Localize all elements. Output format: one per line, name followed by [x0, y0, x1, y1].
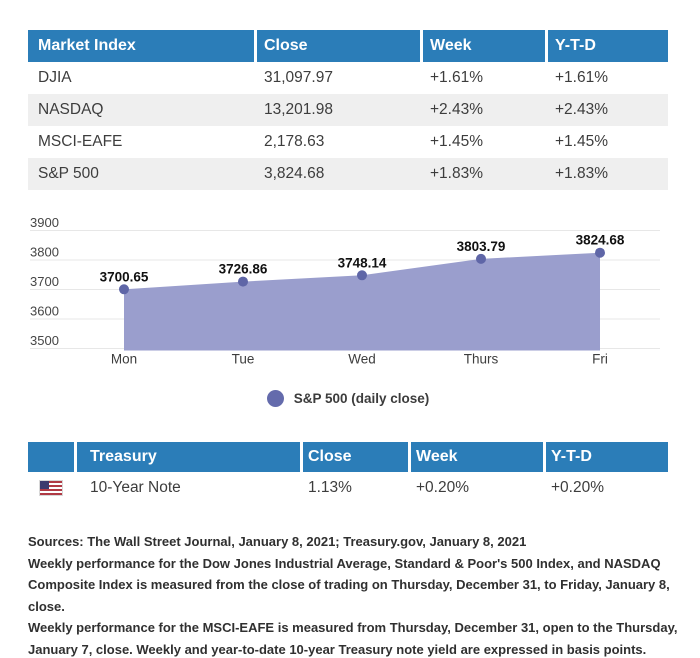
source-footnotes [28, 531, 683, 658]
market-table-header-ytd: Y-T-D [545, 30, 668, 62]
index-name: DJIA [38, 69, 72, 86]
index-close: 3,824.68 [264, 165, 325, 182]
x-axis-tick-label: Tue [231, 351, 255, 367]
index-week: +1.45% [430, 133, 484, 150]
index-ytd: +1.61% [555, 69, 609, 86]
footnote-line: Weekly performance for the MSCI-EAFE is measured from Thursday, December 31, open to the Thursday, [28, 620, 678, 635]
flag-cell [28, 481, 74, 495]
market-index-table [28, 30, 668, 190]
y-axis-tick-label: 3700 [30, 274, 59, 289]
index-name: S&P 500 [38, 165, 99, 182]
index-close: 31,097.97 [264, 69, 333, 86]
data-point-label: 3726.86 [218, 261, 268, 277]
data-point-label: 3824.68 [575, 232, 625, 248]
data-point [476, 254, 486, 264]
treasury-header-name: Treasury [74, 442, 300, 472]
table-row [28, 126, 668, 158]
data-point [595, 248, 605, 258]
legend-label: S&P 500 (daily close) [293, 391, 430, 406]
legend-marker-icon [267, 390, 284, 407]
table-row [28, 94, 668, 126]
table-row [28, 62, 668, 94]
sp500-area-chart [0, 200, 700, 375]
data-point [119, 284, 129, 294]
market-table-header-week: Week [420, 30, 545, 62]
table-row [28, 158, 668, 190]
footnote-line: Sources: The Wall Street Journal, January 8, 2021; Treasury.gov, January 8, 2021 [28, 534, 527, 549]
index-week: +1.61% [430, 69, 484, 86]
treasury-header-close: Close [300, 442, 408, 472]
data-point-label: 3803.79 [456, 238, 506, 254]
index-week: +2.43% [430, 101, 484, 118]
x-axis-tick-label: Wed [348, 351, 376, 367]
y-axis-tick-label: 3600 [30, 303, 59, 319]
index-ytd: +2.43% [555, 101, 609, 118]
footnote-line: January 7, close. Weekly and year-to-date 10-year Treasury note yield are expressed in basis points. [28, 641, 647, 657]
data-point [238, 277, 248, 287]
x-axis-tick-label: Mon [110, 351, 138, 367]
treasury-week: +0.20% [416, 479, 470, 496]
chart-legend [28, 390, 668, 407]
index-ytd: +1.45% [555, 133, 609, 150]
footnote-line: Weekly performance for the Dow Jones Industrial Average, Standard & Poor's 500 Index, and NASDAQ [28, 555, 661, 571]
treasury-header-week: Week [408, 442, 543, 472]
y-axis-tick-label: 3500 [30, 333, 59, 348]
index-close: 2,178.63 [264, 133, 325, 150]
market-table-header-index: Market Index [38, 37, 136, 54]
data-point [357, 270, 367, 280]
footnote-line: Composite Index is measured from the close of trading on Thursday, December 31, to Friday, January 8, close. [28, 577, 670, 614]
market-table-header-close: Close [254, 30, 420, 62]
x-axis-tick-label: Fri [592, 351, 608, 367]
treasury-name: 10-Year Note [90, 479, 181, 496]
treasury-row [28, 472, 668, 504]
index-ytd: +1.83% [555, 165, 609, 182]
treasury-ytd: +0.20% [551, 479, 605, 496]
data-point-label: 3748.14 [337, 255, 387, 271]
us-flag-icon [40, 481, 62, 495]
index-name: NASDAQ [38, 101, 104, 118]
y-axis-tick-label: 3800 [30, 244, 59, 260]
treasury-header-flag [28, 442, 74, 472]
index-week: +1.83% [430, 165, 484, 182]
index-name: MSCI-EAFE [38, 133, 123, 150]
treasury-header-row [28, 442, 668, 472]
treasury-table [28, 442, 668, 504]
y-axis-tick-label: 3900 [30, 215, 59, 230]
x-axis-tick-label: Thurs [463, 351, 499, 367]
market-table-header-row [28, 30, 668, 62]
treasury-close: 1.13% [308, 479, 352, 496]
treasury-header-ytd: Y-T-D [543, 442, 668, 472]
data-point-label: 3700.65 [99, 269, 149, 285]
index-close: 13,201.98 [264, 101, 333, 118]
us-flag-canton [40, 481, 49, 489]
